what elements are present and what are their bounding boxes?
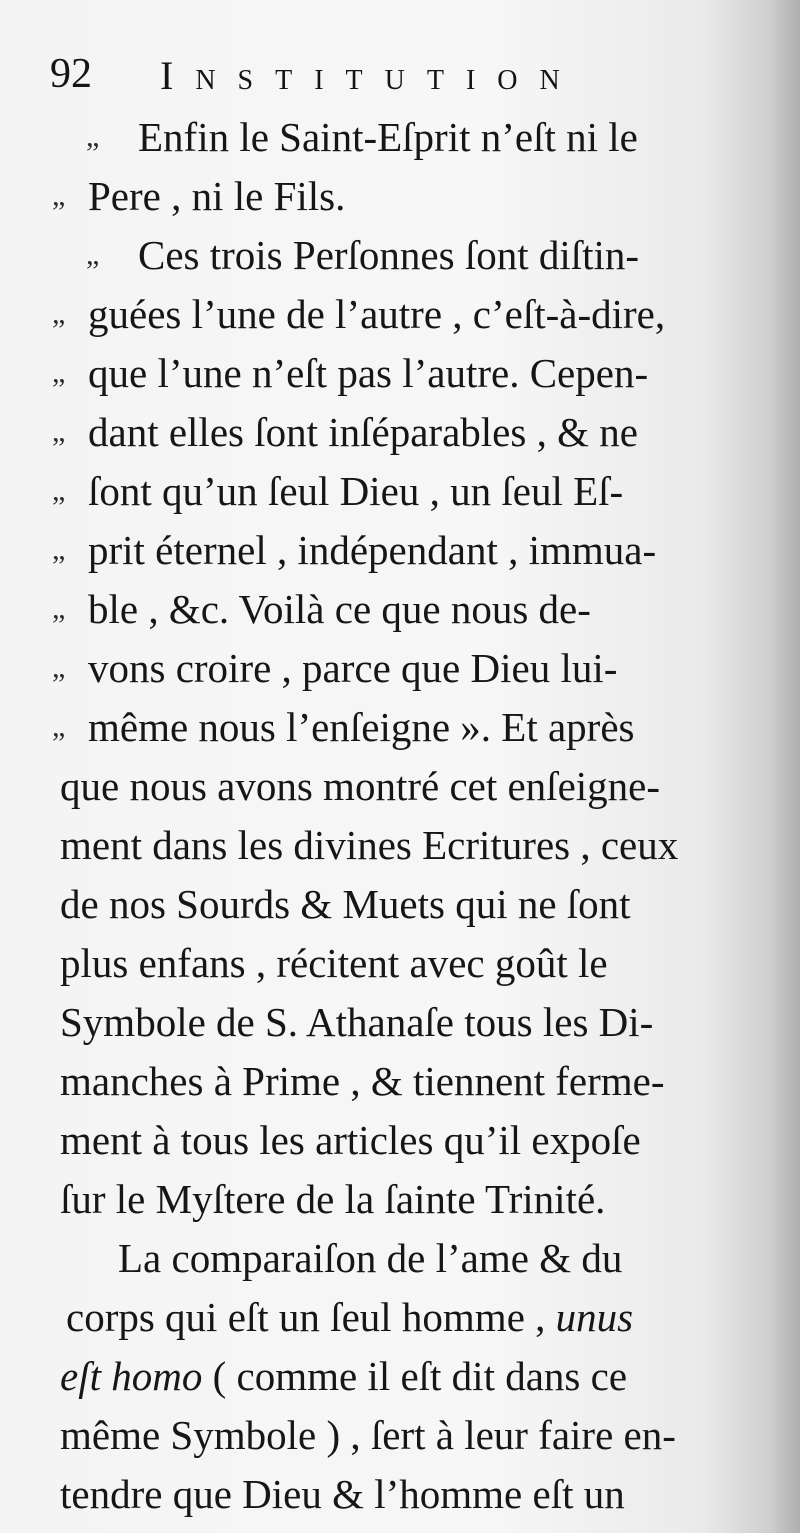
running-title: Institution xyxy=(160,53,582,98)
line-text: prit éternel , indépendant , immua- xyxy=(88,527,657,573)
line-text: ment dans les divines Ecritures , ceux xyxy=(60,822,679,868)
line-text: même nous l’enſeigne ». Et après xyxy=(88,704,635,750)
guillemet-mark: „ xyxy=(52,710,66,743)
guillemet-mark: „ xyxy=(52,592,66,625)
line-text: ble , &c. Voilà ce que nous de- xyxy=(88,586,591,632)
guillemet-mark: „ xyxy=(52,415,66,448)
line-text: ( comme il eſt dit dans ce xyxy=(202,1353,628,1399)
line-text: que nous avons montré cet enſeigne- xyxy=(60,763,661,809)
line-text: même Symbole ) , ſert à leur faire en- xyxy=(60,1412,676,1458)
guillemet-mark: „ xyxy=(52,297,66,330)
guillemet-mark: „ xyxy=(52,533,66,566)
guillemet-mark: „ xyxy=(52,356,66,389)
line-text: La comparaiſon de l’ame & du xyxy=(118,1235,623,1281)
line-text: Enfin le Saint-Eſprit n’eſt ni le xyxy=(138,114,638,160)
line-text: dant elles ſont inſéparables , & ne xyxy=(88,409,638,455)
line-text: corps qui eſt un ſeul homme , xyxy=(66,1294,556,1340)
guillemet-mark: „ xyxy=(86,238,100,271)
line-text: Ces trois Perſonnes ſont diſtin- xyxy=(138,232,640,278)
italic-phrase: eſt homo xyxy=(60,1353,203,1399)
line-text: plus enfans , récitent avec goût le xyxy=(60,940,608,986)
line-text: ment à tous les articles qu’il expoſe xyxy=(60,1117,641,1163)
guillemet-mark: „ xyxy=(52,474,66,507)
line-text: vons croire , parce que Dieu lui- xyxy=(88,645,618,691)
line-text: guées l’une de l’autre , c’eſt-à-dire, xyxy=(88,291,666,337)
running-head xyxy=(50,50,730,110)
line-text: Symbole de S. Athanaſe tous les Di- xyxy=(60,999,654,1045)
guillemet-mark: „ xyxy=(86,120,100,153)
line-text: ſur le Myſtere de la ſainte Trinité. xyxy=(60,1176,606,1222)
line-text: tendre que Dieu & l’homme eſt un xyxy=(60,1471,625,1517)
page-number: 92 xyxy=(50,51,92,97)
line-text: manches à Prime , & tiennent ferme- xyxy=(60,1058,665,1104)
line-text: de nos Sourds & Muets qui ne ſont xyxy=(60,881,631,927)
line-text: Pere , ni le Fils. xyxy=(88,173,346,219)
line-text: que l’une n’eſt pas l’autre. Cepen- xyxy=(88,350,649,396)
guillemet-mark: „ xyxy=(52,179,66,212)
guillemet-mark: „ xyxy=(52,651,66,684)
italic-phrase: unus xyxy=(555,1294,634,1340)
page-edge-shadow xyxy=(772,0,800,1533)
line-text: ſont qu’un ſeul Dieu , un ſeul Eſ- xyxy=(88,468,624,514)
